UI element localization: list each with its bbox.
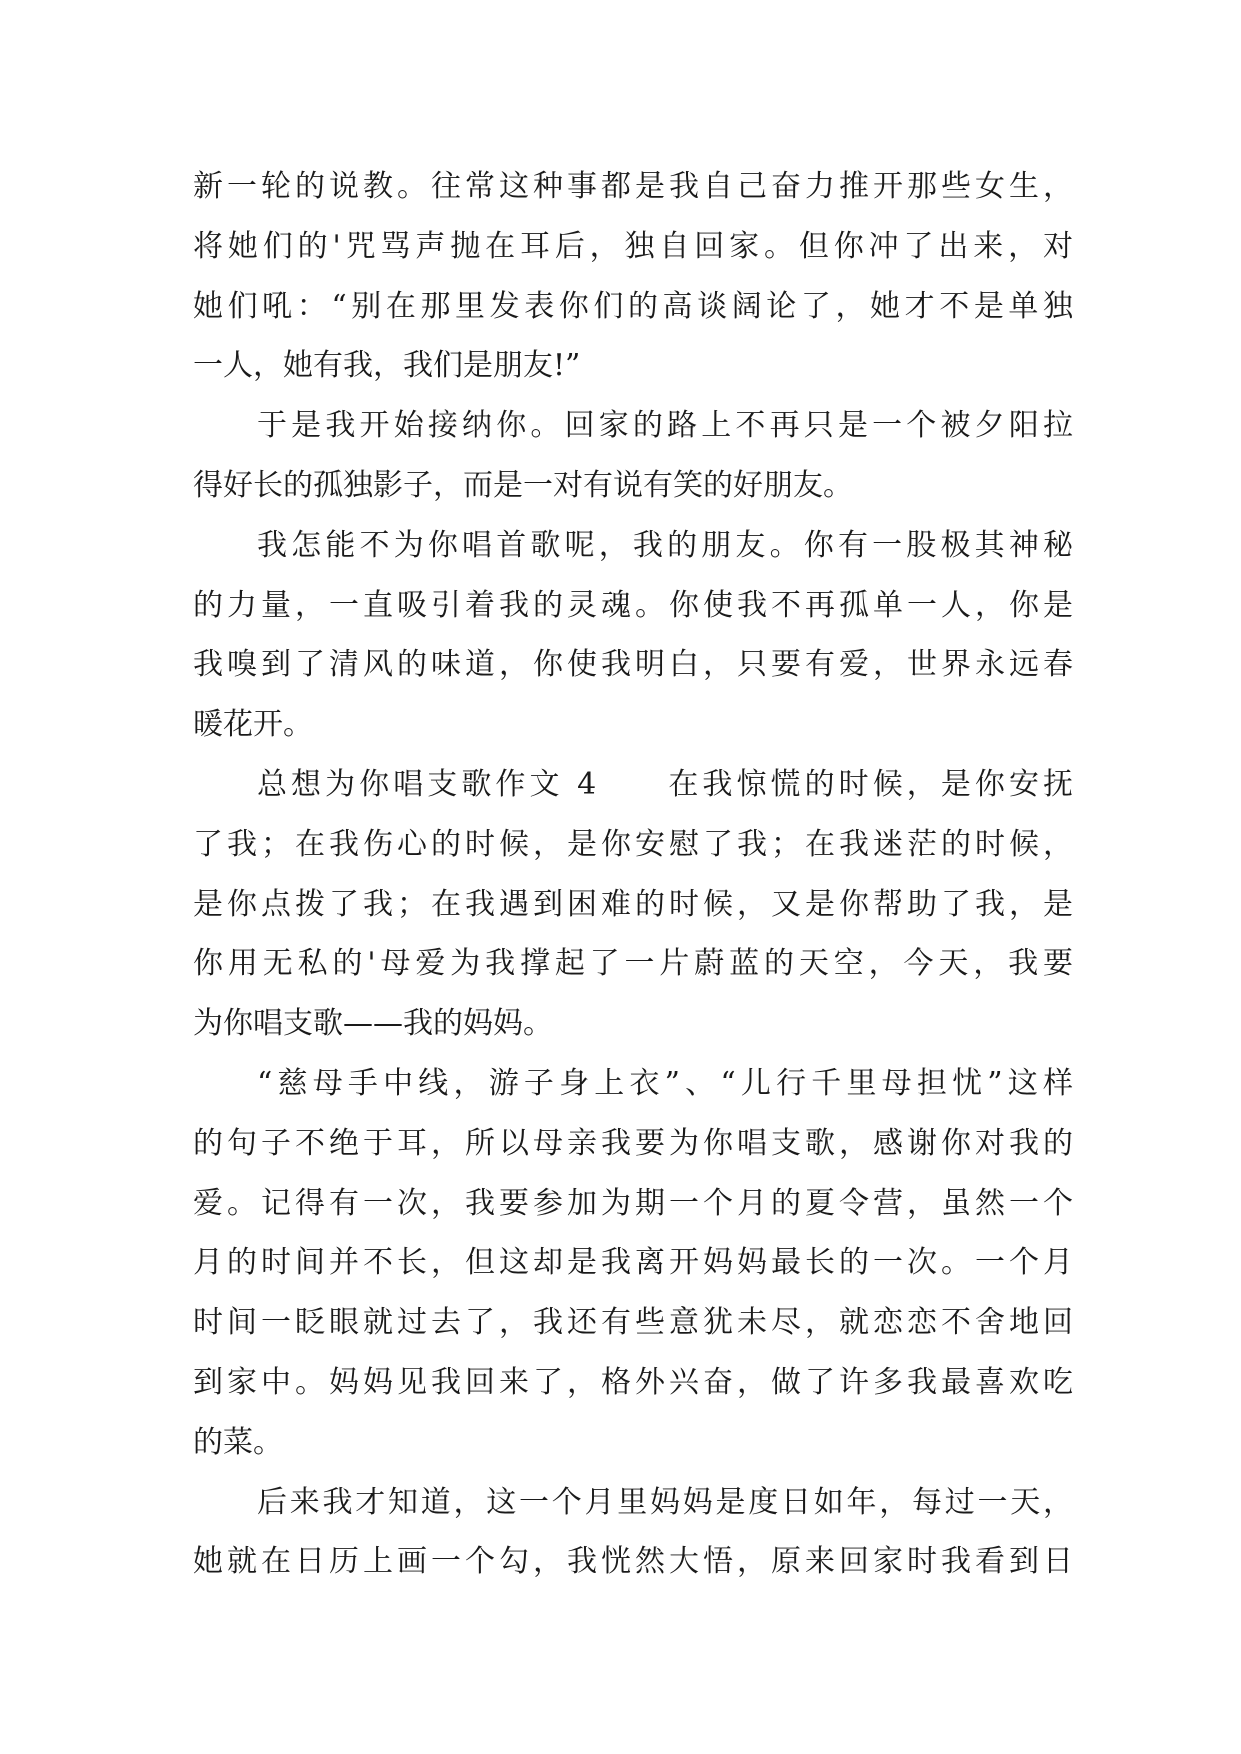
text-line: 了我；在我伤心的时候，是你安慰了我；在我迷茫的时候， (193, 826, 1073, 862)
text-line: 我嗅到了清风的味道，你使我明白，只要有爱，世界永远春 (193, 647, 1073, 683)
text-line: 月的时间并不长，但这却是我离开妈妈最长的一次。一个月 (193, 1245, 1073, 1281)
text-line: 的力量，一直吸引着我的灵魂。你使我不再孤单一人，你是 (193, 587, 1073, 623)
text-line: 的句子不绝于耳，所以母亲我要为你唱支歌，感谢你对我的 (193, 1125, 1073, 1161)
text-line: 你用无私的'母爱为我撑起了一片蔚蓝的天空，今天，我要 (193, 946, 1073, 982)
text-line: 我怎能不为你唱首歌呢，我的朋友。你有一股极其神秘 (257, 527, 1073, 563)
paragraph (193, 1054, 1073, 1473)
text-line: 到家中。妈妈见我回来了，格外兴奋，做了许多我最喜欢吃 (193, 1364, 1073, 1400)
text-line: 的菜。 (193, 1424, 283, 1460)
paragraph (193, 1473, 1073, 1593)
text-line: 爱。记得有一次，我要参加为期一个月的夏令营，虽然一个 (193, 1185, 1073, 1221)
text-line: 后来我才知道，这一个月里妈妈是度日如年，每过一天， (257, 1484, 1073, 1520)
text-line: “慈母手中线，游子身上衣”、“儿行千里母担忧”这样 (257, 1065, 1073, 1101)
paragraph (193, 516, 1073, 755)
text-line: 将她们的'咒骂声抛在耳后，独自回家。但你冲了出来，对 (193, 228, 1073, 264)
text-line: 时间一眨眼就过去了，我还有些意犹未尽，就恋恋不舍地回 (193, 1305, 1073, 1341)
text-line: 一人，她有我，我们是朋友!” (193, 348, 581, 384)
text-line: 总想为你唱支歌作文 4 在我惊慌的时候，是你安抚 (257, 766, 1073, 802)
text-line: 新一轮的说教。往常这种事都是我自己奋力推开那些女生， (193, 169, 1073, 204)
text-line: 于是我开始接纳你。回家的路上不再只是一个被夕阳拉 (257, 408, 1073, 444)
text-line: 为你唱支歌——我的妈妈。 (193, 1006, 553, 1042)
text-line: 暖花开。 (193, 707, 313, 743)
text-line: 她们吼：“别在那里发表你们的高谈阔论了，她才不是单独 (193, 288, 1073, 324)
paragraph (193, 396, 1073, 516)
paragraph (193, 755, 1073, 1054)
paragraph (193, 157, 1073, 396)
document-body (193, 157, 1073, 1592)
text-line: 她就在日历上画一个勾，我恍然大悟，原来回家时我看到日 (193, 1544, 1073, 1580)
text-line: 是你点拨了我；在我遇到困难的时候，又是你帮助了我，是 (193, 886, 1073, 922)
text-line: 得好长的孤独影子，而是一对有说有笑的好朋友。 (193, 467, 853, 503)
